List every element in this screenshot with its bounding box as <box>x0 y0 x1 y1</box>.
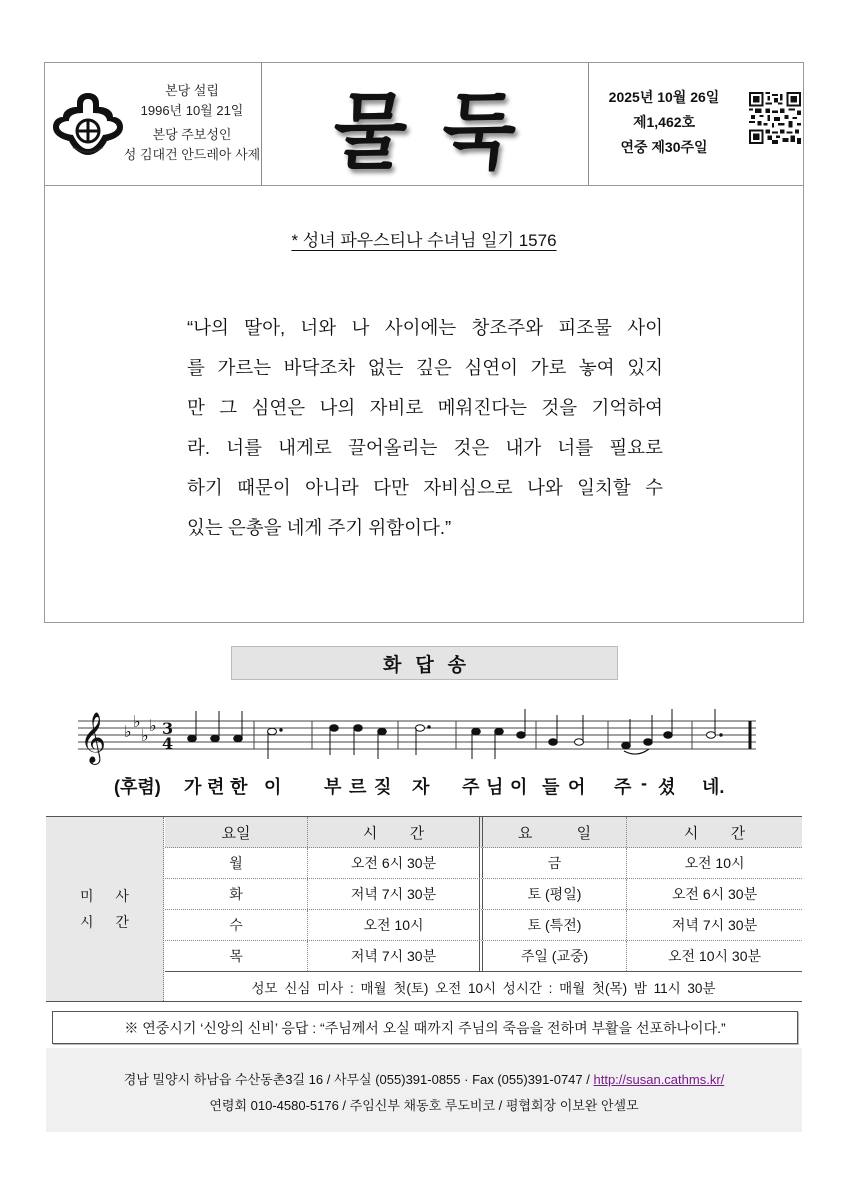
column-header-time: 시 간 <box>683 824 760 842</box>
time-cell: 오전 10시 <box>684 855 745 871</box>
quote-line: 를 가르는 바닥조차 없는 깊은 심연이 가로 놓여 있지 <box>187 357 663 378</box>
responsorial-psalm-title-bar <box>231 646 618 680</box>
time-cell: 저녁 7시 30분 <box>671 917 758 933</box>
lyric-syllable: 부 <box>324 777 342 797</box>
quote-body <box>187 308 663 548</box>
quote-line: 만 그 심연은 나의 자비로 메워진다는 것을 기억하여 <box>187 397 663 418</box>
table-header-row <box>165 817 802 848</box>
time-cell: 저녁 7시 30분 <box>308 879 483 909</box>
issue-info <box>589 85 739 160</box>
lyric-syllable: 짖 <box>374 777 392 797</box>
lyric-syllable: 이 <box>510 777 528 797</box>
day-cell: 월 <box>165 848 308 878</box>
svg-text:♭: ♭ <box>149 716 157 735</box>
issue-info-panel <box>589 63 803 185</box>
hymn-lyrics <box>78 773 760 797</box>
title-char-1: 물 <box>327 81 412 180</box>
lyric-syllable: 네. <box>702 777 725 797</box>
day-cell: 화 <box>165 879 308 909</box>
table-row <box>165 941 802 972</box>
lyric-syllable: 이 <box>264 777 282 797</box>
mystery-of-faith-acclamation: ※ 연중시기 ‘신앙의 신비’ 응답 : “주님께서 오실 때까지 주님의 죽음을 전하며 부활을 선포하나이다.” <box>52 1011 798 1044</box>
day-cell: 수 <box>165 910 308 940</box>
lyric-syllable: 련 <box>207 777 225 797</box>
quote-line: 있는 은총을 네게 주기 위함이다.” <box>187 517 452 538</box>
svg-text:♭: ♭ <box>133 712 141 731</box>
time-cell: 오전 10시 30분 <box>667 948 762 964</box>
issue-number: 제1,462호 <box>632 114 696 130</box>
bulletin-title-panel <box>262 63 589 185</box>
title-char-2: 둑 <box>437 81 521 180</box>
parish-info-panel <box>45 63 262 185</box>
lyric-syllable: - <box>641 773 647 793</box>
lyric-syllable: 주 <box>614 777 632 797</box>
liturgical-week: 연중 제30주일 <box>620 139 708 155</box>
svg-text:𝄞: 𝄞 <box>80 712 107 763</box>
day-cell: 목 <box>165 941 308 971</box>
founding-info <box>123 81 261 165</box>
mass-times-grid <box>165 817 802 1002</box>
quote-source-text: * 성녀 파우스티나 수녀님 일기 1576 <box>291 231 557 250</box>
music-staff <box>78 705 760 767</box>
website-link[interactable]: http://susan.cathms.kr/ <box>593 1072 725 1087</box>
lyric-syllable: 한 <box>230 777 248 797</box>
time-cell: 저녁 7시 30분 <box>308 941 483 971</box>
mass-times-label-line: 시 간 <box>80 914 138 930</box>
svg-text:4: 4 <box>162 734 174 753</box>
day-cell: 토 (평일) <box>483 879 627 909</box>
table-row <box>165 910 802 941</box>
time-cell: 오전 6시 30분 <box>671 886 758 902</box>
responsorial-psalm-title: 화답송 <box>382 653 481 676</box>
mass-times-label <box>46 817 164 1001</box>
time-cell: 오전 6시 30분 <box>308 848 483 878</box>
day-cell: 주일 (교중) <box>483 941 627 971</box>
lyric-syllable: 자 <box>412 777 430 797</box>
svg-text:♭: ♭ <box>141 726 149 745</box>
issue-date: 2025년 10월 26일 <box>608 89 720 105</box>
svg-text:3: 3 <box>162 719 174 738</box>
column-header-time: 시 간 <box>308 817 483 847</box>
lyric-syllable: 어 <box>568 777 586 797</box>
music-score <box>78 705 760 795</box>
lyric-syllable: 들 <box>542 777 560 797</box>
founding-label: 본당 설립 <box>165 83 219 98</box>
day-cell: 금 <box>483 848 627 878</box>
quote-line: 라. 너를 내게로 끌어올리는 것은 내가 너를 필요로 <box>187 437 663 458</box>
quote-source <box>45 226 803 251</box>
column-header-day: 요일 <box>165 817 308 847</box>
table-row <box>165 879 802 910</box>
time-cell: 오전 10시 <box>308 910 483 940</box>
table-row <box>165 848 802 879</box>
lyric-syllable: 님 <box>486 777 504 797</box>
column-header-day: 요 일 <box>483 817 627 847</box>
lyric-syllable: 르 <box>349 777 367 797</box>
patron-label: 본당 주보성인 <box>152 127 232 142</box>
lyric-syllable: (후렴) <box>114 777 161 797</box>
lyric-syllable: 셨 <box>658 777 676 797</box>
special-mass-note: 성모 신심 미사 : 매월 첫(토) 오전 10시 성시간 : 매월 첫(목) 밤 11시 30분 <box>251 981 716 996</box>
footer-address: 경남 밀양시 하남읍 수산동촌3길 16 / 사무실 (055)391-0855 · Fax (055)391-0747 / <box>123 1072 594 1087</box>
footer-contact-line <box>46 1069 802 1088</box>
masthead <box>44 62 804 186</box>
lyric-syllable: 가 <box>184 777 202 797</box>
footer-staff-line: 연령회 010-4580-5176 / 주임신부 채동호 루도비코 / 평협회장 이보완 안셀모 <box>209 1098 639 1113</box>
svg-text:♭: ♭ <box>124 722 132 741</box>
day-cell: 토 (특전) <box>483 910 627 940</box>
founding-date: 1996년 10월 21일 <box>140 103 244 118</box>
quote-line: “나의 딸아, 너와 나 사이에는 창조주와 피조물 사이 <box>187 317 663 338</box>
bulletin-title <box>262 63 588 185</box>
qr-code-icon[interactable] <box>749 92 801 144</box>
footer <box>46 1048 802 1132</box>
parish-logo-icon <box>51 89 125 159</box>
quote-line: 하기 때문이 아니라 다만 자비심으로 나와 일치할 수 <box>187 477 663 498</box>
mass-times-label-line: 미 사 <box>80 888 138 904</box>
lyric-syllable: 주 <box>462 777 480 797</box>
quote-section <box>44 186 804 623</box>
patron-name: 성 김대건 안드레아 사제 <box>123 147 261 162</box>
mass-times-table <box>46 816 802 1002</box>
